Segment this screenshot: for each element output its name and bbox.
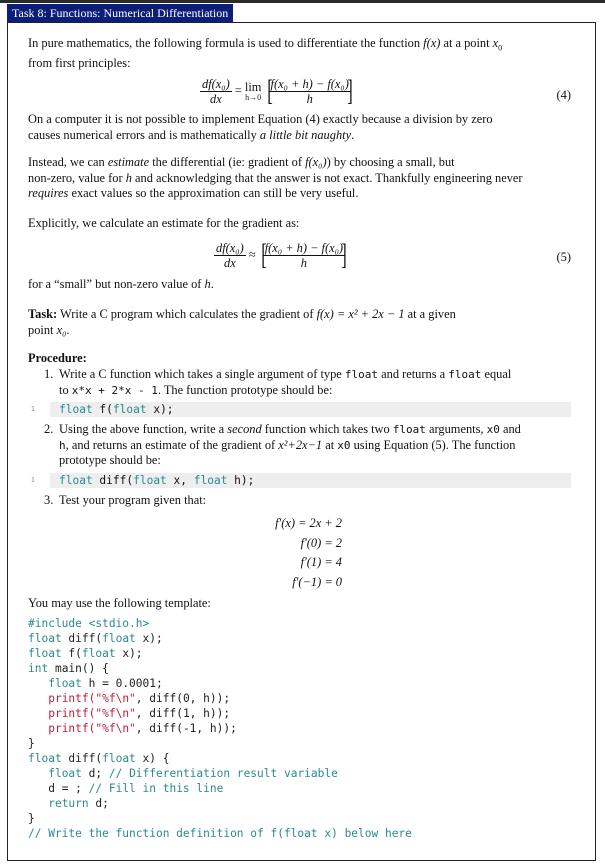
para2-t2: the differential (ie: gradient of bbox=[149, 155, 306, 169]
task-text-2: at a given bbox=[404, 307, 456, 321]
eq5-rhs-den: h bbox=[300, 255, 307, 270]
para2-h: h bbox=[125, 170, 132, 185]
item2-code-rest: diff( bbox=[92, 474, 134, 487]
eq4-lhs bbox=[200, 77, 232, 106]
item1-code-line bbox=[59, 402, 174, 417]
code-comment: // Write the function definition of f(float x) below here bbox=[28, 827, 412, 840]
para1-end: . bbox=[351, 127, 355, 142]
eq4-lim-sub: h→0 bbox=[245, 92, 262, 102]
item1-text-b: and returns a bbox=[378, 367, 449, 381]
code-text: x); bbox=[135, 632, 163, 645]
item2-kw-float-3: float bbox=[193, 474, 228, 487]
para2-t1: Instead, we can bbox=[28, 155, 108, 169]
para2-estimate: estimate bbox=[107, 155, 150, 169]
item1-kw-float: float bbox=[59, 403, 93, 416]
item2-code-x0-2: x0 bbox=[337, 438, 351, 452]
eq4-lhs-num: df(x₀) bbox=[202, 76, 230, 91]
intro-text-3: from first principles: bbox=[28, 56, 131, 71]
item2-number: 2. bbox=[44, 422, 54, 436]
intro-x0: x bbox=[492, 36, 499, 50]
item1-code-float-2: float bbox=[448, 368, 482, 381]
eq5-lhs-den: dx bbox=[224, 255, 236, 270]
task-line2: point bbox=[28, 322, 57, 337]
eq5-lhs-num: df(x₀) bbox=[216, 240, 244, 255]
para2-line2b: and acknowledging that the answer is not exact. Thankfully engineering never bbox=[131, 170, 523, 185]
code-kw: float bbox=[48, 677, 82, 690]
item1-text-e: . The function prototype should be: bbox=[157, 382, 333, 397]
item2-text-d: and bbox=[499, 422, 521, 436]
eq4-rhs-num: f(x₀ + h) − f(x₀) bbox=[270, 76, 349, 91]
eq5-bracket-right: ] bbox=[341, 238, 347, 271]
task-label: Task: bbox=[28, 307, 58, 321]
template-intro bbox=[28, 596, 573, 612]
task-end: . bbox=[66, 322, 70, 337]
code-text: d; bbox=[81, 767, 109, 780]
item1-text-a: Write a C function which takes a single argument of type bbox=[59, 367, 345, 381]
item1-code-expr: x*x + 2*x - 1 bbox=[71, 383, 158, 397]
code-text: diff( bbox=[61, 632, 103, 645]
code-comment: // Fill in this line bbox=[88, 782, 224, 795]
item1-text-c: equal bbox=[481, 367, 512, 381]
code-kw: float bbox=[48, 767, 82, 780]
para4-text: for a “small” but non-zero value of bbox=[28, 277, 205, 291]
item2-kw-float: float bbox=[59, 474, 93, 487]
item2-code-end: h); bbox=[227, 474, 255, 487]
procedure-item-3 bbox=[44, 493, 573, 509]
test-equations bbox=[262, 514, 342, 592]
code-text: , diff(-1, h)); bbox=[135, 722, 237, 735]
para3-text: Explicitly, we calculate an estimate for the gradient as: bbox=[28, 216, 300, 230]
eq4-rhs-den: h bbox=[306, 91, 313, 106]
code-text: x); bbox=[115, 647, 143, 660]
test-eq-1: f′(1) = 4 bbox=[300, 555, 342, 569]
item1-number: 1. bbox=[44, 367, 54, 381]
code-fn: printf( bbox=[48, 692, 96, 705]
intro-text-2: at a point bbox=[440, 36, 493, 50]
code-text: d; bbox=[88, 797, 109, 810]
test-eq-general: f′(x) = 2x + 2 bbox=[275, 516, 342, 530]
code-comment: // Differentiation result variable bbox=[108, 767, 338, 780]
item1-line-number: 1 bbox=[31, 406, 35, 413]
code-text: diff( bbox=[61, 752, 103, 765]
eq4-limit bbox=[245, 81, 262, 102]
code-text: , diff(0, h)); bbox=[135, 692, 231, 705]
paragraph-4 bbox=[28, 277, 573, 293]
para4-h: h bbox=[204, 277, 211, 291]
intro-x0-sub: 0 bbox=[498, 43, 503, 53]
item1-code-float: float bbox=[344, 368, 379, 381]
para4-end: . bbox=[210, 277, 214, 291]
eq4-lhs-den: dx bbox=[210, 91, 222, 106]
item2-code-x0: x0 bbox=[486, 423, 500, 436]
item2-text-c: arguments, bbox=[425, 422, 487, 436]
intro-text: In pure mathematics, the following formula is used to differentiate the function bbox=[28, 36, 424, 50]
para2-line3: exact values so the approximation can still be very useful. bbox=[68, 186, 359, 201]
template-code bbox=[28, 616, 412, 841]
eq4-bracket-left: [ bbox=[266, 74, 273, 107]
code-text: f( bbox=[61, 647, 82, 660]
procedure-title: Procedure: bbox=[28, 351, 87, 365]
code-fn: printf( bbox=[48, 722, 96, 735]
code-kw: float bbox=[102, 632, 136, 645]
item2-text-h: prototype should be: bbox=[59, 453, 161, 468]
eq5-rhs bbox=[260, 238, 347, 271]
eq5-lhs bbox=[214, 241, 246, 270]
item1-code-rest: f( bbox=[92, 403, 113, 416]
paragraph-3 bbox=[28, 216, 573, 232]
equation-4: $\frac{\text{df(x₀)}}{dx}$ = lim h→0 [ $\frac{\text{f(x₀ + h) − f(x₀)}}{h}$ ] bbox=[202, 74, 353, 107]
item1-code-end: x); bbox=[146, 403, 174, 416]
eq4-bracket-right: ] bbox=[347, 74, 353, 107]
item2-text-f: at bbox=[322, 437, 338, 452]
code-kw: float bbox=[102, 752, 136, 765]
code-include: #include <stdio.h> bbox=[28, 617, 150, 630]
top-rule bbox=[0, 0, 605, 3]
equation-5 bbox=[214, 240, 349, 270]
code-kw: float bbox=[81, 647, 116, 660]
eq5-bracket-left: [ bbox=[260, 238, 267, 271]
paragraph-1 bbox=[28, 112, 573, 143]
procedure-item-1 bbox=[44, 367, 573, 398]
item2-line-number: 1 bbox=[31, 477, 35, 484]
item2-text-g: using Equation (5). The function bbox=[350, 437, 516, 452]
para1-line2: causes numerical errors and is mathematically bbox=[28, 127, 260, 142]
para2-line2a: non-zero, value for bbox=[28, 170, 126, 185]
code-kw: int bbox=[28, 662, 49, 675]
item3-number: 3. bbox=[44, 493, 54, 507]
test-eq-0: f′(0) = 2 bbox=[300, 535, 342, 550]
task-paragraph bbox=[28, 307, 573, 338]
item2-text-e: , and returns an estimate of the gradient of bbox=[65, 437, 279, 452]
item1-kw-float-2: float bbox=[112, 403, 147, 416]
eq5-approx: ≈ bbox=[248, 247, 256, 262]
para2-t3: ) by choosing a small, but bbox=[326, 155, 455, 169]
intro-fx: f(x) bbox=[423, 36, 441, 50]
item2-second: second bbox=[227, 422, 262, 436]
para2-requires: requires bbox=[28, 186, 69, 201]
task-title-tab: Task 8: Functions: Numerical Differentiation bbox=[7, 4, 233, 22]
code-kw: float bbox=[28, 647, 62, 660]
code-string: "%f\n" bbox=[95, 707, 136, 720]
code-kw: return bbox=[48, 797, 89, 810]
code-string: "%f\n" bbox=[95, 722, 136, 735]
item2-code-h: h bbox=[59, 438, 66, 452]
test-eq-neg1: f′(−1) = 0 bbox=[292, 574, 342, 589]
para1-emphasis: a little bit naughty bbox=[259, 127, 352, 142]
eq4-lim: lim bbox=[244, 79, 262, 94]
code-text: d = ; bbox=[48, 782, 89, 795]
code-text: } bbox=[28, 812, 35, 825]
code-text: h = 0.0001; bbox=[81, 677, 163, 690]
item2-text-a: Using the above function, write a bbox=[59, 422, 228, 436]
item2-kw-float-2: float bbox=[133, 474, 167, 487]
code-text: } bbox=[28, 737, 35, 750]
eq4-number: (4) bbox=[556, 88, 571, 102]
item2-code-block bbox=[31, 473, 571, 488]
procedure-item-2 bbox=[44, 422, 573, 469]
code-text: , diff(1, h)); bbox=[135, 707, 231, 720]
para2-math: f(x₀) bbox=[305, 155, 327, 169]
code-text: main() { bbox=[48, 662, 109, 675]
item2-code-mid: x, bbox=[166, 474, 194, 487]
code-fn: printf( bbox=[48, 707, 96, 720]
item3-text: Test your program given that: bbox=[59, 493, 207, 507]
template-intro-text: You may use the following template: bbox=[28, 596, 211, 610]
item2-code-float: float bbox=[392, 423, 426, 436]
procedure-heading bbox=[28, 351, 573, 367]
item2-code-line bbox=[59, 473, 254, 488]
code-kw: float bbox=[28, 752, 62, 765]
item2-expression: x²+2x−1 bbox=[278, 437, 323, 452]
code-text: x) { bbox=[135, 752, 170, 765]
task-text: Write a C program which calculates the gradient of bbox=[57, 307, 317, 321]
item1-code-block bbox=[31, 402, 571, 417]
para1-line1: On a computer it is not possible to implement Equation (4) exactly because a division by zero bbox=[28, 112, 493, 126]
code-kw: float bbox=[28, 632, 62, 645]
eq5-number: (5) bbox=[556, 250, 571, 264]
intro-paragraph bbox=[28, 36, 573, 72]
task-expression: f(x) = x² + 2x − 1 bbox=[316, 307, 405, 321]
paragraph-2 bbox=[28, 155, 573, 202]
code-string: "%f\n" bbox=[95, 692, 136, 705]
item1-text-d: to bbox=[59, 382, 72, 397]
eq5-rhs-num: f(x₀ + h) − f(x₀) bbox=[264, 240, 344, 255]
task-x0: x₀ bbox=[56, 322, 67, 337]
item2-text-b: function which takes two bbox=[261, 422, 393, 436]
